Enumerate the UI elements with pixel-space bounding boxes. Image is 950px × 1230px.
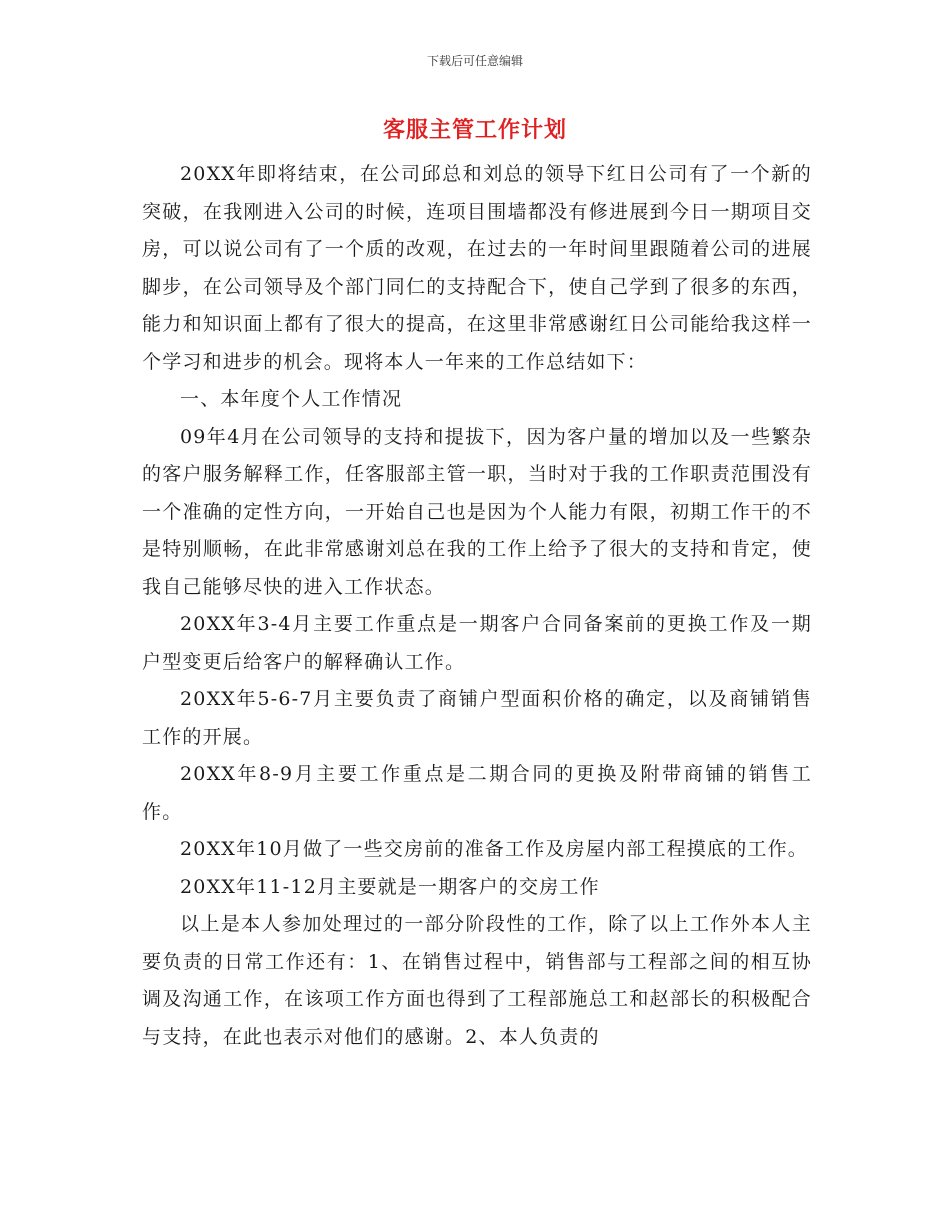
paragraph-october: 20XX年10月做了一些交房前的准备工作及房屋内部工程摸底的工作。 xyxy=(180,838,809,860)
section-heading: 一、本年度个人工作情况 xyxy=(180,388,403,410)
paragraph-summary: 以上是本人参加处理过的一部分阶段性的工作，除了以上工作外本人主要负责的日常工作还有：1、在销售过程中，销售部与工程部之间的相互协调及沟通工作，在该项工作方面也得到了工程部施总工和赵部长的积极配合与支持，在此也表示对他们的感谢。2、本人负责的 xyxy=(142,913,812,1048)
document-body xyxy=(142,156,812,1056)
document-title: 客服主管工作计划 xyxy=(382,118,567,143)
paragraph-march-april: 20XX年3-4月主要工作重点是一期客户合同备案前的更换工作及一期户型变更后给客户的解释确认工作。 xyxy=(142,613,812,673)
paragraph-intro: 20XX年即将结束，在公司邱总和刘总的领导下红日公司有了一个新的突破，在我刚进入公司的时候，连项目围墙都没有修进展到今日一期项目交房，可以说公司有了一个质的改观，在过去的一年时间里跟随着公司的进展脚步，在公司领导及个部门同仁的支持配合下，使自己学到了很多的东西，能力和知识面上都有了很大的提高，在这里非常感谢红日公司能给我这样一个学习和进步的机会。现将本人一年来的工作总结如下： xyxy=(142,163,812,373)
paragraph-may-july: 20XX年5-6-7月主要负责了商铺户型面积价格的确定，以及商铺销售工作的开展。 xyxy=(142,688,812,748)
header-note: 下载后可任意编辑 xyxy=(426,54,523,68)
paragraph-april: 09年4月在公司领导的支持和提拔下，因为客户量的增加以及一些繁杂的客户服务解释工作，任客服部主管一职，当时对于我的工作职责范围没有一个准确的定性方向，一开始自己也是因为个人能力有限，初期工作干的不是特别顺畅，在此非常感谢刘总在我的工作上给予了很大的支持和肯定，使我自己能够尽快的进入工作状态。 xyxy=(142,425,812,598)
paragraph-aug-sep: 20XX年8-9月主要工作重点是二期合同的更换及附带商铺的销售工作。 xyxy=(142,763,812,823)
paragraph-nov-dec: 20XX年11-12月主要就是一期客户的交房工作 xyxy=(180,875,600,898)
